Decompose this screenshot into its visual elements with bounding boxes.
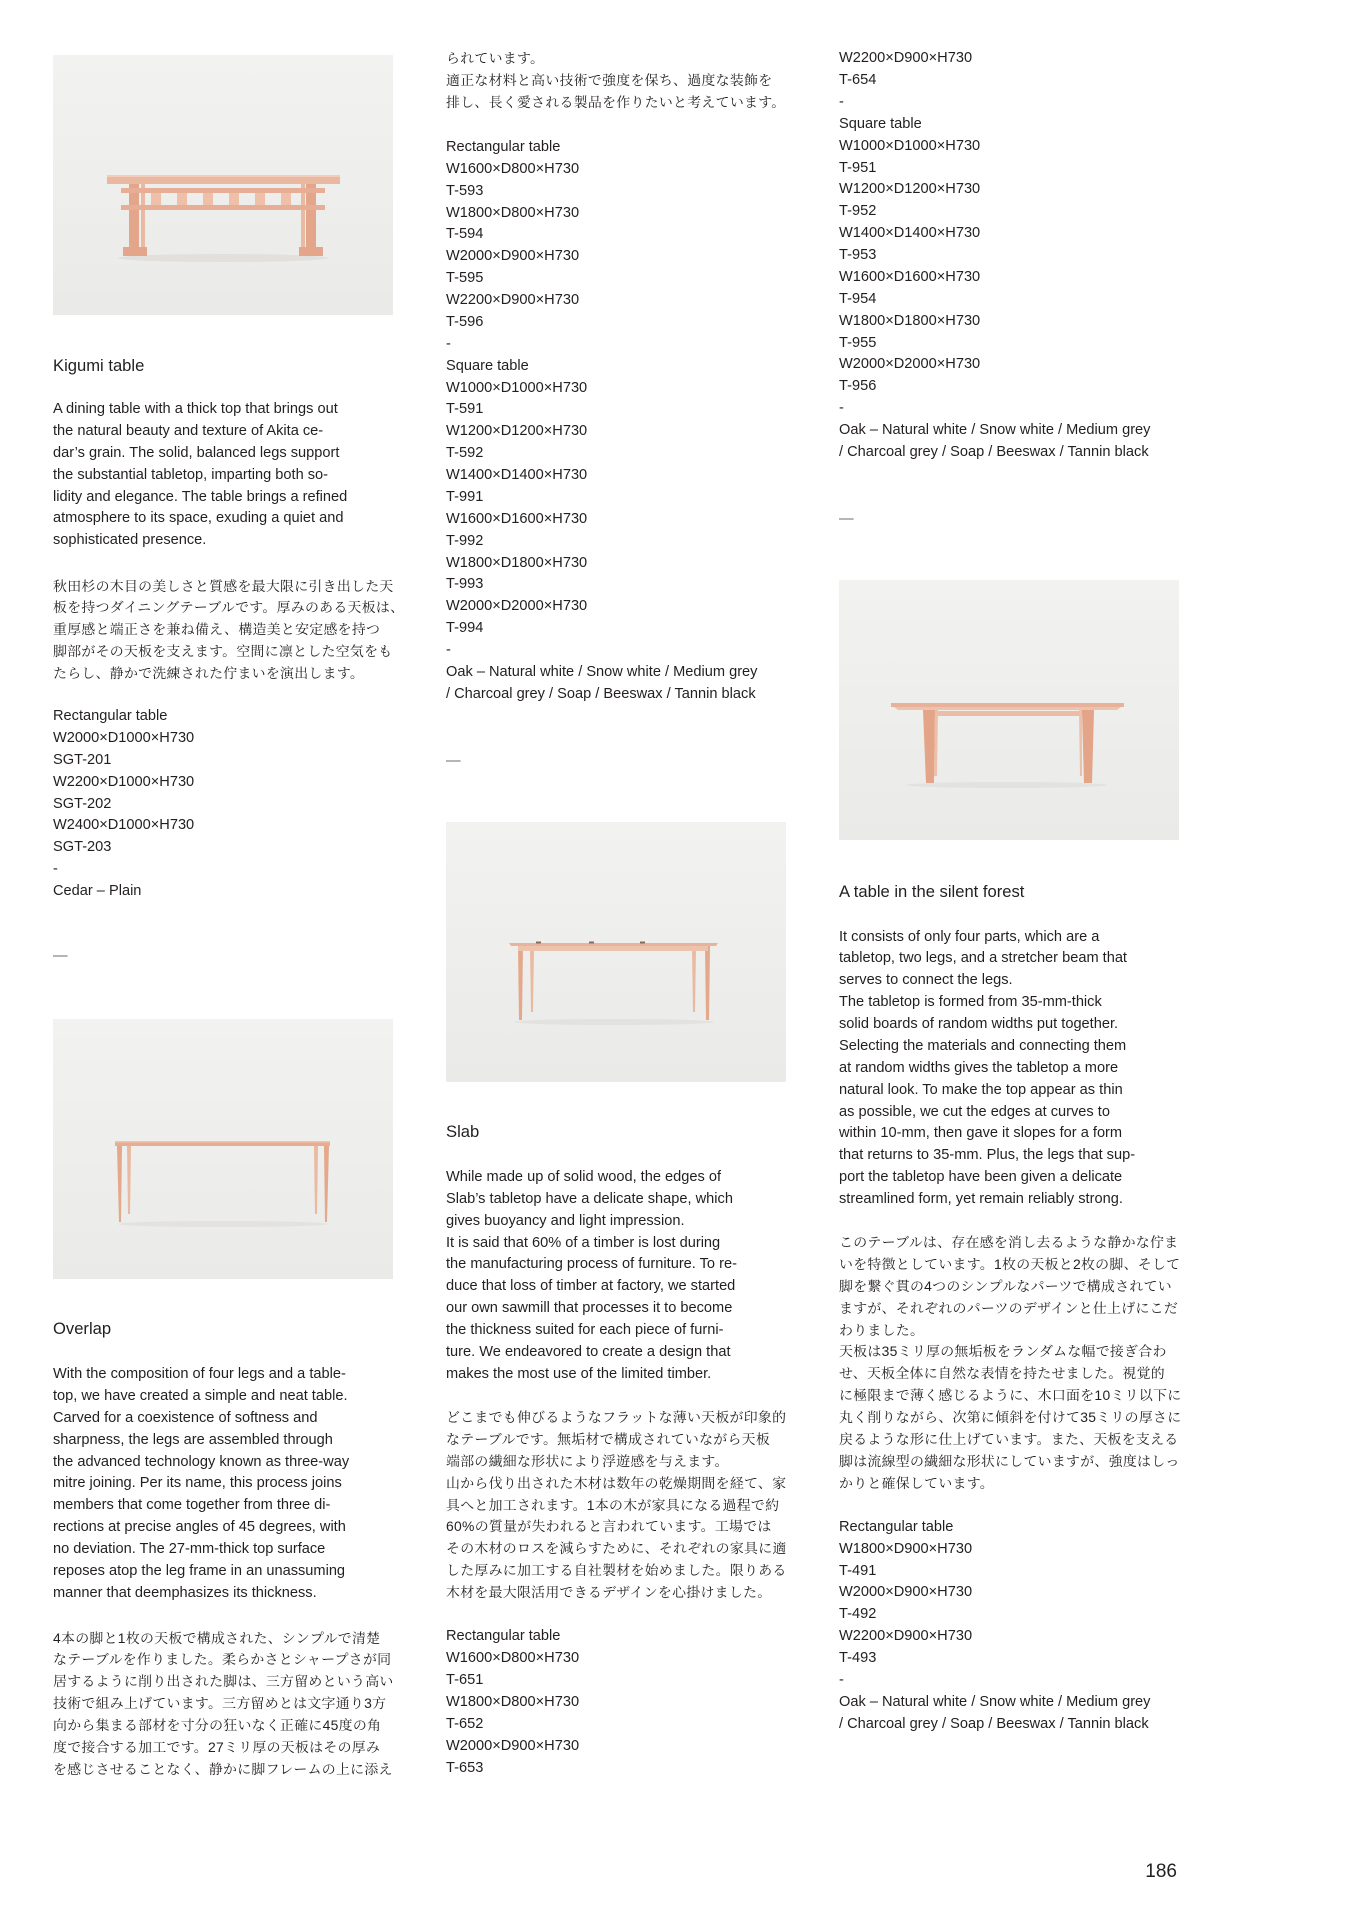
- spec-line: -: [839, 93, 844, 110]
- text-line: いを特徴としています。1枚の天板と2枚の脚、そして: [839, 1255, 1181, 1272]
- description-en: [446, 1167, 826, 1386]
- spec-line: T-491: [839, 1562, 877, 1579]
- floor-shadow: [514, 1019, 714, 1025]
- spec-line: T-595: [446, 270, 484, 287]
- table-leg: [1079, 710, 1082, 776]
- table-leg: [692, 946, 696, 1012]
- text-line: A dining table with a thick top that brings out: [53, 401, 338, 417]
- floor-shadow: [907, 782, 1107, 788]
- tabletop-edge: [115, 1141, 330, 1143]
- text-line: the substantial tabletop, imparting both so-: [53, 466, 329, 483]
- spec-list: [446, 1626, 826, 1779]
- spec-line: T-993: [446, 576, 484, 593]
- section-divider: —: [53, 948, 68, 964]
- text-line: かりと確保しています。: [839, 1474, 994, 1491]
- text-line: top, we have created a simple and neat table.: [53, 1387, 348, 1404]
- spec-line: W1800×D1800×H730: [446, 554, 588, 571]
- spec-line: T-596: [446, 313, 484, 330]
- spec-line: T-654: [839, 72, 877, 89]
- spec-line: SGT-203: [53, 839, 112, 856]
- text-line: While made up of solid wood, the edges of: [446, 1168, 722, 1185]
- overlap-table-illustration: [53, 1019, 393, 1279]
- slat: [255, 193, 265, 205]
- spec-line: Rectangular table: [446, 1628, 561, 1645]
- slab-table-illustration: [446, 822, 786, 1082]
- text-line: その木材のロスを減らすために、それぞれの家具に適: [446, 1540, 787, 1557]
- spec-line: W2000×D900×H730: [446, 248, 580, 265]
- text-line: at random widths gives the tabletop a more: [839, 1059, 1119, 1076]
- table-leg: [518, 946, 523, 1020]
- spec-line: T-994: [446, 620, 484, 637]
- text-line: ture. We endeavored to create a design that: [446, 1343, 731, 1360]
- spec-line: T-956: [839, 378, 877, 395]
- text-line: 居するように削り出された脚は、三方留めという高い: [53, 1673, 394, 1690]
- text-line: sophisticated presence.: [53, 532, 207, 549]
- text-line: the natural beauty and texture of Akita ce-: [53, 422, 324, 439]
- text-line: 度で接合する加工です。27ミリ厚の天板はその厚み: [53, 1738, 381, 1755]
- description-en: [53, 399, 433, 552]
- page-number: 186: [1145, 1861, 1177, 1882]
- spec-line: W1400×D1400×H730: [839, 225, 981, 242]
- description-ja: [839, 1232, 1219, 1495]
- slat: [281, 193, 291, 205]
- spec-line: W2000×D900×H730: [446, 1737, 580, 1754]
- spec-line: T-992: [446, 532, 484, 549]
- table-foot: [123, 247, 147, 256]
- spec-line: -: [446, 335, 451, 352]
- slat: [151, 193, 161, 205]
- text-line: 木材を最大限活用できるデザインを心掛けました。: [446, 1584, 772, 1600]
- text-line: このテーブルは、存在感を消し去るような静かな佇ま: [839, 1234, 1179, 1250]
- spec-line: Square table: [839, 115, 922, 132]
- spec-line: SGT-201: [53, 751, 112, 768]
- table-foot: [299, 247, 323, 256]
- text-line: It consists of only four parts, which are a: [839, 928, 1100, 945]
- spec-line: W1000×D1000×H730: [446, 379, 588, 396]
- spec-list-continued: [839, 48, 1219, 464]
- silent-forest-table-photo: [839, 580, 1179, 840]
- slat: [203, 193, 213, 205]
- product-title: Kigumi table: [53, 356, 145, 375]
- spec-line: W1000×D1000×H730: [839, 137, 981, 154]
- text-line: lidity and elegance. The table brings a refined: [53, 488, 348, 505]
- text-line: Carved for a coexistence of softness and: [53, 1409, 318, 1426]
- text-line: atmosphere to its space, exuding a quiet and: [53, 510, 344, 527]
- text-line: within 10-mm, then gave it slopes for a form: [839, 1125, 1123, 1142]
- text-line: gives buoyancy and light impression.: [446, 1212, 685, 1229]
- text-line: The tabletop is formed from 35-mm-thick: [839, 994, 1102, 1011]
- spec-line: W1200×D1200×H730: [446, 423, 588, 440]
- text-line: our own sawmill that processes it to become: [446, 1300, 733, 1317]
- spec-line: Cedar – Plain: [53, 883, 142, 899]
- text-line: わりました。: [839, 1321, 925, 1338]
- spec-line: Square table: [446, 357, 529, 374]
- spec-line: T-593: [446, 182, 484, 199]
- product-title: A table in the silent forest: [839, 882, 1025, 901]
- spec-line: T-594: [446, 226, 484, 243]
- stretcher-beam: [932, 711, 1084, 716]
- table-leg: [117, 1146, 122, 1222]
- spec-line: W2000×D2000×H730: [446, 598, 588, 615]
- text-line: 60%の質量が失われると言われています。工場では: [446, 1518, 772, 1535]
- spec-line: T-651: [446, 1672, 484, 1689]
- table-leg: [923, 710, 935, 783]
- butterfly-joint: [536, 942, 541, 944]
- text-line: manner that deemphasizes its thickness.: [53, 1584, 317, 1601]
- text-line: as possible, we cut the edges at curves to: [839, 1103, 1110, 1120]
- text-line: 板を持つダイニングテーブルです。厚みのある天板は、: [53, 599, 405, 616]
- spec-line: W1600×D1600×H730: [839, 268, 981, 285]
- table-leg: [141, 184, 145, 248]
- spec-line: W1800×D800×H730: [446, 204, 580, 221]
- butterfly-joint: [589, 942, 594, 944]
- spec-line: Rectangular table: [53, 708, 168, 724]
- spec-line: W1800×D1800×H730: [839, 312, 981, 329]
- spec-line: Rectangular table: [839, 1518, 954, 1535]
- text-line: duce that loss of timber at factory, we started: [446, 1278, 736, 1295]
- text-line: 具へと加工されます。1本の木が家具になる過程で約: [446, 1496, 780, 1513]
- spec-line: T-954: [839, 290, 877, 307]
- text-line: members that come together from three di-: [53, 1497, 331, 1514]
- spec-line: T-592: [446, 445, 484, 462]
- text-line: せ、天板全体に自然な表情を持たせました。視覚的: [839, 1365, 1165, 1382]
- spec-line: W2200×D900×H730: [839, 1628, 973, 1645]
- text-line: dar’s grain. The solid, balanced legs support: [53, 444, 340, 461]
- spec-line: W2000×D1000×H730: [53, 729, 195, 746]
- product-title: Slab: [446, 1122, 480, 1141]
- text-line: なテーブルです。無垢材で構成されていながら天板: [446, 1430, 771, 1447]
- text-line: It is said that 60% of a timber is lost during: [446, 1234, 721, 1251]
- spec-line: -: [446, 642, 451, 659]
- text-line: serves to connect the legs.: [839, 972, 1013, 989]
- text-line: たらし、静かで洗練された佇まいを演出します。: [53, 665, 365, 681]
- spec-line: -: [839, 400, 844, 417]
- text-line: 脚を繋ぐ貫の4つのシンプルなパーツで構成されてい: [839, 1277, 1172, 1294]
- spec-line: W2000×D2000×H730: [839, 356, 981, 373]
- text-line: the thickness suited for each piece of furni-: [446, 1322, 724, 1339]
- spec-line: W2000×D900×H730: [839, 1584, 973, 1601]
- spec-line: / Charcoal grey / Soap / Beeswax / Tannin black: [839, 443, 1149, 460]
- spec-line: Oak – Natural white / Snow white / Medium grey: [446, 663, 758, 680]
- kigumi-table-photo: [53, 55, 393, 315]
- tabletop-edge: [107, 175, 340, 177]
- text-line: Selecting the materials and connecting them: [839, 1037, 1127, 1054]
- text-line: 適正な材料と高い技術で強度を保ち、過度な装飾を: [446, 72, 773, 89]
- table-leg: [127, 1146, 131, 1214]
- description-ja: [53, 576, 433, 685]
- description-en: [839, 927, 1219, 1211]
- spec-line: T-953: [839, 247, 877, 264]
- text-line: rections at precise angles of 45 degrees, with: [53, 1519, 346, 1536]
- spec-line: Rectangular table: [446, 138, 561, 155]
- spec-line: W2400×D1000×H730: [53, 817, 195, 834]
- spec-line: -: [53, 861, 58, 878]
- text-line: 4本の脚と1枚の天板で構成された、シンプルで清楚: [53, 1629, 381, 1646]
- slab-table-photo: [446, 822, 786, 1082]
- table-leg: [324, 1146, 329, 1222]
- slat: [177, 193, 187, 205]
- text-line: makes the most use of the limited timber.: [446, 1365, 712, 1382]
- description-ja-continued: [446, 48, 826, 114]
- text-line: られています。: [446, 50, 545, 67]
- spec-line: T-492: [839, 1606, 877, 1623]
- text-line: に極限まで薄く感じるように、木口面を10ミリ以下に: [839, 1387, 1182, 1404]
- butterfly-joint: [640, 942, 645, 944]
- spec-line: W1400×D1400×H730: [446, 467, 588, 484]
- text-line: the advanced technology known as three-way: [53, 1453, 350, 1470]
- spec-list: [839, 1517, 1219, 1736]
- spec-line: T-952: [839, 203, 877, 220]
- apron: [518, 946, 708, 951]
- table-leg: [314, 1146, 318, 1214]
- upper-rail: [121, 188, 325, 193]
- text-line: 向から集まる部材を寸分の狂いなく正確に45度の角: [53, 1717, 382, 1734]
- spec-line: / Charcoal grey / Soap / Beeswax / Tannin black: [839, 1715, 1149, 1732]
- text-line: 端部の繊細な形状により浮遊感を与えます。: [446, 1452, 729, 1469]
- spec-line: W1800×D900×H730: [839, 1540, 973, 1557]
- spec-line: W1600×D1600×H730: [446, 510, 588, 527]
- text-line: With the composition of four legs and a table-: [53, 1366, 346, 1382]
- spec-line: T-653: [446, 1759, 484, 1776]
- product-title: Overlap: [53, 1319, 112, 1338]
- text-line: streamlined form, yet remain reliably strong.: [839, 1191, 1123, 1208]
- spec-line: W2200×D900×H730: [839, 50, 973, 67]
- text-line: solid boards of random widths put together.: [839, 1016, 1119, 1033]
- table-leg: [705, 946, 710, 1020]
- spec-list: [446, 137, 826, 706]
- text-line: 秋田杉の木目の美しさと質感を最大限に引き出した天: [53, 577, 394, 594]
- text-line: ますが、それぞれのパーツのデザインと仕上げにこだ: [839, 1299, 1179, 1316]
- slat: [229, 193, 239, 205]
- description-ja: [446, 1407, 826, 1604]
- spec-line: SGT-202: [53, 795, 112, 812]
- text-line: 丸く削りながら、次第に傾斜を付けて35ミリの厚さに: [839, 1409, 1182, 1425]
- spec-line: T-652: [446, 1715, 484, 1732]
- spec-line: W1800×D800×H730: [446, 1694, 580, 1711]
- table-leg: [1082, 710, 1094, 783]
- spec-line: T-493: [839, 1650, 877, 1667]
- floor-shadow: [118, 1221, 328, 1227]
- text-line: 山から伐り出された木材は数年の乾燥期間を経て、家: [446, 1474, 787, 1491]
- text-line: 天板は35ミリ厚の無垢板をランダムな幅で接ぎ合わ: [839, 1343, 1167, 1360]
- tabletop: [891, 703, 1124, 707]
- text-line: 重厚感と端正さを兼ね備え、構造美と安定感を持つ: [53, 621, 381, 638]
- spec-line: -: [839, 1671, 844, 1688]
- description-ja: [53, 1628, 433, 1781]
- spec-line: T-991: [446, 488, 484, 505]
- table-leg: [129, 184, 139, 250]
- text-line: 脚は流線型の繊細な形状にしていますが、強度はしっ: [839, 1452, 1180, 1469]
- spec-line: Oak – Natural white / Snow white / Medium grey: [839, 422, 1151, 439]
- text-line: Slab’s tabletop have a delicate shape, which: [446, 1190, 733, 1207]
- table-leg: [301, 184, 305, 248]
- text-line: the manufacturing process of furniture. To re-: [446, 1256, 737, 1273]
- text-line: なテーブルを作りました。柔らかさとシャープさが同: [53, 1651, 392, 1668]
- spec-list: [53, 706, 433, 903]
- text-line: no deviation. The 27-mm-thick top surface: [53, 1541, 326, 1557]
- lower-rail: [121, 205, 325, 210]
- text-line: 技術で組み上げています。三方留めとは文字通り3方: [53, 1695, 387, 1712]
- spec-line: Oak – Natural white / Snow white / Medium grey: [839, 1693, 1151, 1710]
- text-line: that returns to 35-mm. Plus, the legs that sup-: [839, 1147, 1136, 1164]
- spec-line: W1600×D800×H730: [446, 160, 580, 177]
- description-en: [53, 1364, 433, 1605]
- text-line: を感じさせることなく、静かに脚フレームの上に添え: [53, 1760, 393, 1777]
- text-line: reposes atop the leg frame in an unassuming: [53, 1562, 346, 1579]
- text-line: 排し、長く愛される製品を作りたいと考えています。: [446, 93, 786, 110]
- spec-line: T-955: [839, 334, 877, 351]
- table-leg: [306, 184, 316, 250]
- text-line: natural look. To make the top appear as thin: [839, 1081, 1123, 1098]
- overlap-table-photo: [53, 1019, 393, 1279]
- text-line: sharpness, the legs are assembled through: [53, 1431, 333, 1448]
- text-line: mitre joining. Per its name, this process joins: [53, 1475, 342, 1492]
- spec-line: W1200×D1200×H730: [839, 181, 981, 198]
- text-line: 脚部がその天板を支えます。空間に凛とした空気をも: [53, 643, 393, 660]
- spec-line: W2200×D900×H730: [446, 292, 580, 309]
- spec-line: / Charcoal grey / Soap / Beeswax / Tannin black: [446, 685, 756, 702]
- text-line: 戻るような形に仕上げています。また、天板を支える: [839, 1430, 1179, 1447]
- spec-line: T-591: [446, 401, 484, 418]
- silent-forest-table-illustration: [839, 580, 1179, 840]
- text-line: どこまでも伸びるようなフラットな薄い天板が印象的: [446, 1409, 787, 1425]
- tabletop-underside: [894, 707, 1121, 710]
- section-divider: —: [839, 511, 854, 527]
- section-divider: —: [446, 752, 461, 769]
- spec-line: W2200×D1000×H730: [53, 773, 195, 790]
- text-line: した厚みに加工する自社製材を始めました。限りある: [446, 1562, 787, 1579]
- spec-line: T-951: [839, 159, 877, 176]
- kigumi-table-illustration: [53, 55, 393, 315]
- table-leg: [530, 946, 534, 1012]
- text-line: port the tabletop have been given a delicate: [839, 1169, 1123, 1186]
- spec-line: W1600×D800×H730: [446, 1650, 580, 1667]
- text-line: tabletop, two legs, and a stretcher beam that: [839, 950, 1127, 967]
- floor-shadow: [118, 254, 328, 262]
